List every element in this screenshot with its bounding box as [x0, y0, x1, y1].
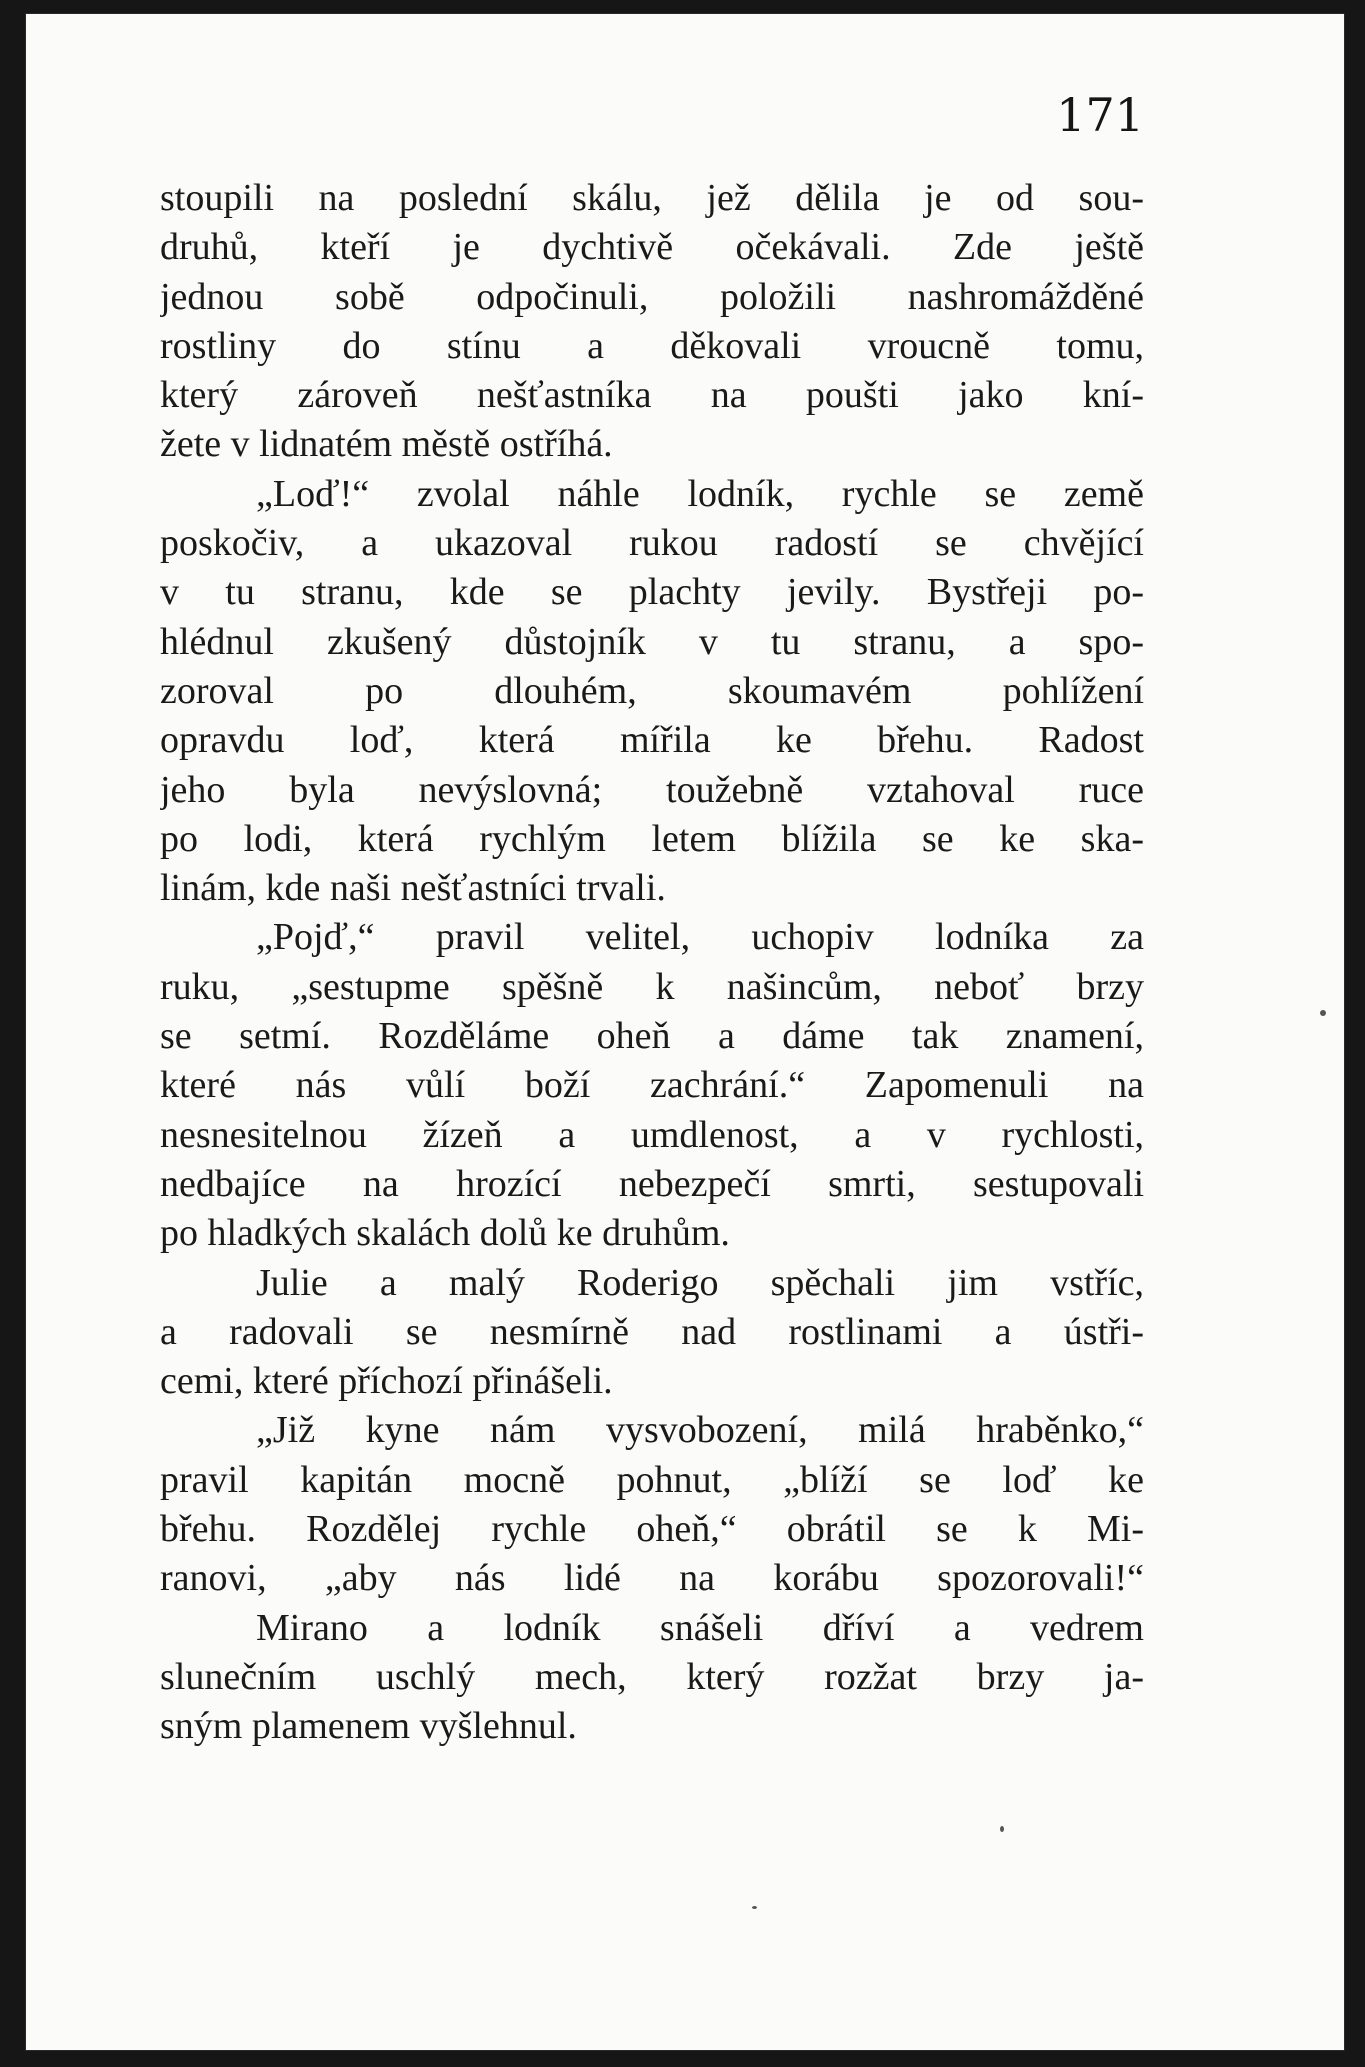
text-line: „Již kyne nám vysvobození, milá hraběnko,“ — [256, 1409, 1144, 1452]
text-line: po hladkých skalách dolů ke druhům. — [160, 1212, 730, 1255]
text-line: které nás vůlí boží zachrání.“ Zapomenuli na — [160, 1064, 1144, 1107]
text-line: žete v lidnatém městě ostříhá. — [160, 423, 613, 466]
text-line: pravil kapitán mocně pohnut, „blíží se loď ke — [160, 1458, 1144, 1501]
text-line: „Loď!“ zvolal náhle lodník, rychle se země — [256, 472, 1144, 515]
text-line: „Pojď,“ pravil velitel, uchopiv lodníka za — [256, 916, 1144, 959]
text-line: Mirano a lodník snášeli dříví a vedrem — [256, 1606, 1144, 1649]
text-line: druhů, kteří je dychtivě očekávali. Zde ještě — [160, 226, 1144, 269]
text-line: ruku, „sestupme spěšně k našincům, neboť brzy — [160, 965, 1144, 1008]
text-line: linám, kde naši nešťastníci trvali. — [160, 867, 666, 910]
text-line: se setmí. Rozděláme oheň a dáme tak znamení, — [160, 1015, 1144, 1058]
text-line: jeho byla nevýslovná; toužebně vztahoval ruce — [160, 768, 1144, 811]
text-line: v tu stranu, kde se plachty jevily. Bystřeji po- — [160, 571, 1144, 614]
text-line: ranovi, „aby nás lidé na korábu spozorovali!“ — [160, 1557, 1144, 1600]
page-number: 171 — [1056, 88, 1144, 142]
text-line: cemi, které příchozí přinášeli. — [160, 1360, 613, 1403]
text-line: a radovali se nesmírně nad rostlinami a ústři- — [160, 1310, 1144, 1353]
book-page — [26, 14, 1344, 2050]
body-text — [160, 174, 1144, 1752]
text-line: rostliny do stínu a děkovali vroucně tomu, — [160, 324, 1144, 367]
text-line: slunečním uschlý mech, který rozžat brzy ja- — [160, 1655, 1144, 1698]
text-line: sným plamenem vyšlehnul. — [160, 1705, 577, 1748]
text-line: hlédnul zkušený důstojník v tu stranu, a spo- — [160, 620, 1144, 663]
text-line: jednou sobě odpočinuli, položili nashromážděné — [160, 275, 1144, 318]
text-line: nesnesitelnou žízeň a umdlenost, a v rychlosti, — [160, 1113, 1144, 1156]
text-line: břehu. Rozdělej rychle oheň,“ obrátil se k Mi- — [160, 1508, 1144, 1551]
text-line: po lodi, která rychlým letem blížila se ke ska- — [160, 817, 1144, 860]
text-line: stoupili na poslední skálu, jež dělila je od sou- — [160, 177, 1144, 219]
text-line: poskočiv, a ukazoval rukou radostí se chvějící — [160, 522, 1144, 565]
ink-speck — [752, 1906, 757, 1909]
text-line: zoroval po dlouhém, skoumavém pohlížení — [160, 669, 1144, 712]
text-line: nedbajíce na hrozící nebezpečí smrti, sestupovali — [160, 1162, 1144, 1205]
ink-speck — [1000, 1826, 1004, 1832]
text-line: Julie a malý Roderigo spěchali jim vstříc, — [256, 1261, 1144, 1304]
text-line: opravdu loď, která mířila ke břehu. Radost — [160, 719, 1144, 762]
ink-speck — [1320, 1010, 1326, 1016]
text-line: který zároveň nešťastníka na poušti jako kní- — [160, 374, 1144, 417]
